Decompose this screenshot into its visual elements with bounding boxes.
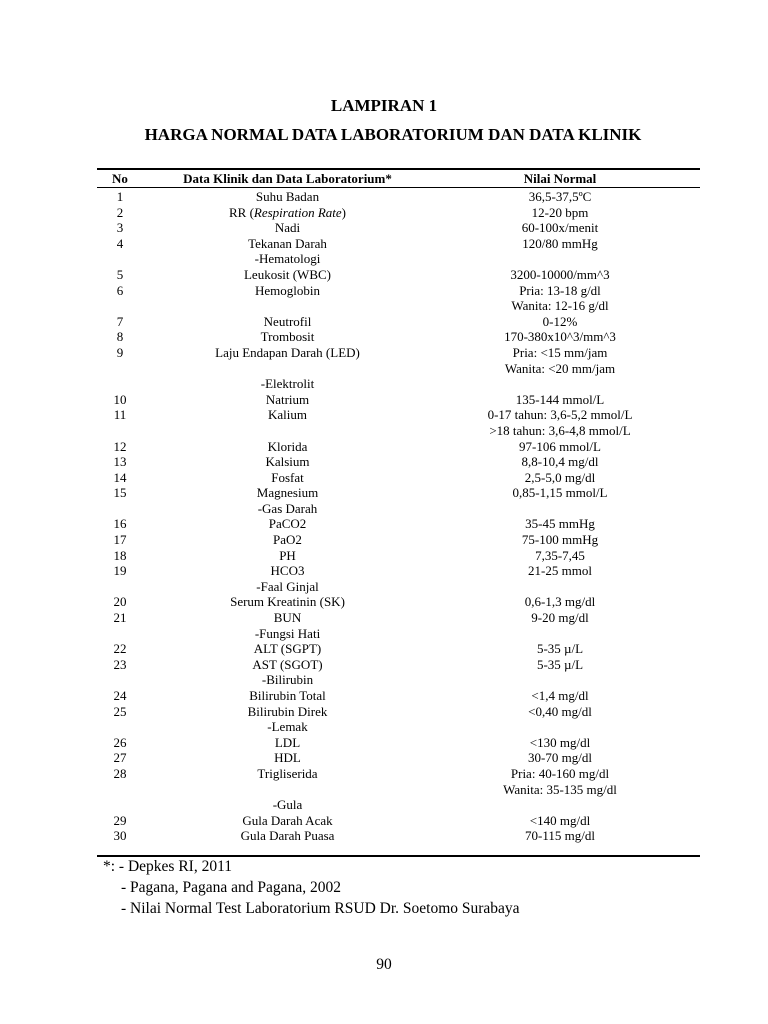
row-parameter: Neutrofil: [263, 313, 312, 329]
column-header-item: Data Klinik dan Data Laboratorium*: [183, 171, 392, 186]
row-normal-value: 120/80 mmHg: [522, 235, 598, 251]
table-row: [97, 688, 700, 704]
row-normal-value: 0-12%: [542, 313, 578, 329]
row-parameter: -Gas Darah: [257, 500, 318, 516]
row-parameter: PaO2: [273, 532, 302, 548]
row-parameter: Bilirubin Direk: [247, 703, 328, 719]
row-parameter: BUN: [273, 610, 302, 626]
row-parameter: Magnesium: [256, 485, 319, 501]
row-parameter: -Hematologi: [254, 251, 321, 267]
table-row: [97, 516, 700, 532]
table-row: [97, 594, 700, 610]
table-row: [97, 236, 700, 252]
table-row: [97, 205, 700, 221]
row-parameter: -Faal Ginjal: [256, 578, 319, 594]
row-parameter: ALT (SGPT): [253, 641, 322, 657]
row-number: 25: [113, 703, 127, 719]
table-row: [97, 376, 700, 392]
table-row: [97, 189, 700, 205]
row-number: 7: [116, 313, 124, 329]
table-row: [97, 813, 700, 829]
row-parameter: Kalsium: [265, 454, 310, 470]
table-row: [97, 532, 700, 548]
row-normal-value: 5-35 µ/L: [536, 656, 584, 672]
row-normal-value: 36,5-37,5ºC: [528, 189, 592, 204]
row-parameter: Gula Darah Puasa: [240, 828, 335, 844]
table-row: [97, 423, 700, 439]
row-normal-value: 135-144 mmol/L: [515, 391, 605, 407]
table-row: [97, 407, 700, 423]
row-parameter: AST (SGOT): [252, 656, 323, 672]
row-number: 28: [113, 765, 127, 781]
row-parameter: HDL: [274, 750, 301, 766]
table-row: [97, 501, 700, 517]
row-parameter: Tekanan Darah: [248, 235, 327, 251]
table-row: [97, 797, 700, 813]
table-row: [97, 626, 700, 642]
table-row: [97, 828, 700, 844]
row-number: 23: [113, 656, 127, 672]
row-normal-value: 97-106 mmol/L: [519, 438, 601, 454]
row-parameter: [150, 205, 425, 221]
row-number: 1: [116, 189, 124, 204]
table-row: [97, 782, 700, 798]
row-normal-value: 60-100x/menit: [521, 220, 599, 236]
row-number: 8: [116, 329, 124, 345]
page-title: LAMPIRAN 1: [330, 96, 438, 115]
table-row: [97, 704, 700, 720]
table-row: [97, 766, 700, 782]
row-number: 12: [113, 438, 127, 454]
table-row: [97, 298, 700, 314]
footnote-source-2: - Pagana, Pagana and Pagana, 2002: [121, 879, 341, 896]
row-parameter: Serum Kreatinin (SK): [230, 594, 345, 610]
row-normal-value: Pria: 13-18 g/dl: [519, 282, 601, 298]
row-parameter: Leukosit (WBC): [243, 266, 331, 282]
column-header-no: No: [112, 171, 128, 186]
table-row: [97, 392, 700, 408]
table-row: [97, 251, 700, 267]
row-normal-value: Pria: <15 mm/jam: [512, 344, 608, 360]
row-normal-value: 8,8-10,4 mg/dl: [521, 454, 599, 470]
table-row: [97, 220, 700, 236]
row-normal-value: 170-380x10^3/mm^3: [504, 329, 616, 345]
footnote-source-3: - Nilai Normal Test Laboratorium RSUD Dr. Soetomo Surabaya: [121, 900, 520, 917]
row-parameter: Bilirubin Total: [249, 688, 326, 703]
row-parameter-suffix: ): [341, 204, 346, 220]
table-row: [97, 361, 700, 377]
row-parameter: Suhu Badan: [255, 189, 320, 204]
table-row: [97, 548, 700, 564]
row-normal-value: <1,4 mg/dl: [531, 688, 589, 703]
row-parameter: Hemoglobin: [255, 282, 320, 298]
row-normal-value: 2,5-5,0 mg/dl: [524, 469, 596, 485]
row-number: 22: [113, 641, 127, 657]
row-parameter: Laju Endapan Darah (LED): [215, 344, 360, 360]
row-normal-value: Pria: 40-160 mg/dl: [510, 765, 610, 781]
row-normal-value: 35-45 mmHg: [525, 516, 595, 532]
row-number: 18: [113, 547, 127, 563]
row-normal-value: <0,40 mg/dl: [528, 703, 592, 719]
row-number: 15: [113, 485, 127, 501]
row-parameter: Trigliserida: [257, 765, 318, 781]
row-normal-value: 70-115 mg/dl: [525, 828, 595, 844]
row-number: 5: [116, 266, 124, 282]
row-number: 27: [113, 750, 127, 766]
row-number: 19: [113, 563, 127, 579]
table-row: [97, 283, 700, 299]
row-number: 20: [113, 594, 127, 610]
row-parameter-italic: Respiration Rate: [253, 204, 342, 220]
row-normal-value: 5-35 µ/L: [536, 641, 584, 657]
row-normal-value: 75-100 mmHg: [521, 532, 599, 548]
row-number: 30: [113, 828, 127, 844]
row-number: 2: [116, 204, 124, 220]
table-row: [97, 563, 700, 579]
table-row: [97, 345, 700, 361]
table-row: [97, 735, 700, 751]
row-parameter: Natrium: [265, 391, 310, 407]
row-normal-value: 0,85-1,15 mmol/L: [512, 485, 608, 501]
row-normal-value: 0,6-1,3 mg/dl: [524, 594, 596, 610]
row-parameter: Klorida: [267, 438, 308, 454]
row-number: 9: [116, 344, 124, 360]
row-number: 24: [113, 688, 127, 703]
row-parameter: Fosfat: [271, 469, 304, 485]
row-number: 21: [113, 610, 127, 626]
table-top-rule: [97, 168, 700, 170]
row-parameter: Gula Darah Acak: [242, 812, 333, 828]
table-row: [97, 672, 700, 688]
table-row: [97, 579, 700, 595]
row-parameter-text: RR (: [228, 204, 254, 220]
row-normal-value: 21-25 mmol: [528, 563, 592, 579]
table-row: [97, 610, 700, 626]
row-normal-value: 9-20 mg/dl: [531, 610, 589, 626]
row-parameter: -Gula: [272, 797, 303, 813]
table-header-rule: [97, 187, 700, 188]
page-number: 90: [376, 956, 392, 973]
table-row: [97, 314, 700, 330]
row-normal-value: 7,35-7,45: [535, 547, 585, 563]
table-row: [97, 454, 700, 470]
row-number: 10: [113, 391, 127, 407]
row-normal-value: 3200-10000/mm^3: [510, 266, 610, 282]
row-normal-value: 30-70 mg/dl: [528, 750, 592, 766]
row-normal-value: 0-17 tahun: 3,6-5,2 mmol/L: [487, 407, 633, 423]
row-number: 6: [116, 282, 124, 298]
row-number: 16: [113, 516, 127, 532]
row-normal-value: Wanita: 35-135 mg/dl: [503, 781, 617, 797]
row-normal-value: >18 tahun: 3,6-4,8 mmol/L: [489, 422, 631, 438]
row-number: 29: [113, 812, 127, 828]
table-row: [97, 641, 700, 657]
row-normal-value: <130 mg/dl: [529, 734, 591, 750]
column-header-value: Nilai Normal: [523, 171, 597, 186]
table-row: [97, 470, 700, 486]
row-parameter: HCO3: [270, 563, 305, 579]
row-normal-value: <140 mg/dl: [529, 812, 591, 828]
row-number: 14: [113, 469, 127, 485]
table-body: [97, 189, 700, 844]
row-parameter: -Elektrolit: [260, 376, 315, 392]
table-bottom-rule: [97, 855, 700, 857]
table-row: [97, 329, 700, 345]
row-number: 4: [116, 235, 124, 251]
row-number: 3: [116, 220, 124, 236]
row-number: 11: [113, 407, 127, 423]
table-row: [97, 439, 700, 455]
row-parameter: Trombosit: [260, 329, 315, 345]
row-parameter: -Fungsi Hati: [254, 625, 321, 641]
row-parameter: -Bilirubin: [261, 672, 314, 688]
row-number: 26: [113, 734, 127, 750]
table-row: [97, 267, 700, 283]
row-parameter: Nadi: [274, 220, 301, 236]
row-normal-value: Wanita: 12-16 g/dl: [511, 298, 609, 314]
page-subtitle: HARGA NORMAL DATA LABORATORIUM DAN DATA KLINIK: [144, 125, 642, 144]
row-parameter: LDL: [274, 734, 301, 750]
row-number: 17: [113, 532, 127, 548]
row-parameter: PaCO2: [268, 516, 307, 532]
table-row: [97, 750, 700, 766]
row-parameter: Kalium: [268, 407, 307, 423]
table-row: [97, 657, 700, 673]
row-normal-value: 12-20 bpm: [531, 204, 589, 220]
row-parameter: PH: [279, 547, 296, 563]
row-normal-value: Wanita: <20 mm/jam: [504, 360, 616, 376]
row-number: 13: [113, 454, 127, 470]
row-parameter: -Lemak: [267, 719, 308, 735]
footnote-source-1: *: - Depkes RI, 2011: [103, 858, 233, 875]
table-row: [97, 485, 700, 501]
table-row: [97, 719, 700, 735]
